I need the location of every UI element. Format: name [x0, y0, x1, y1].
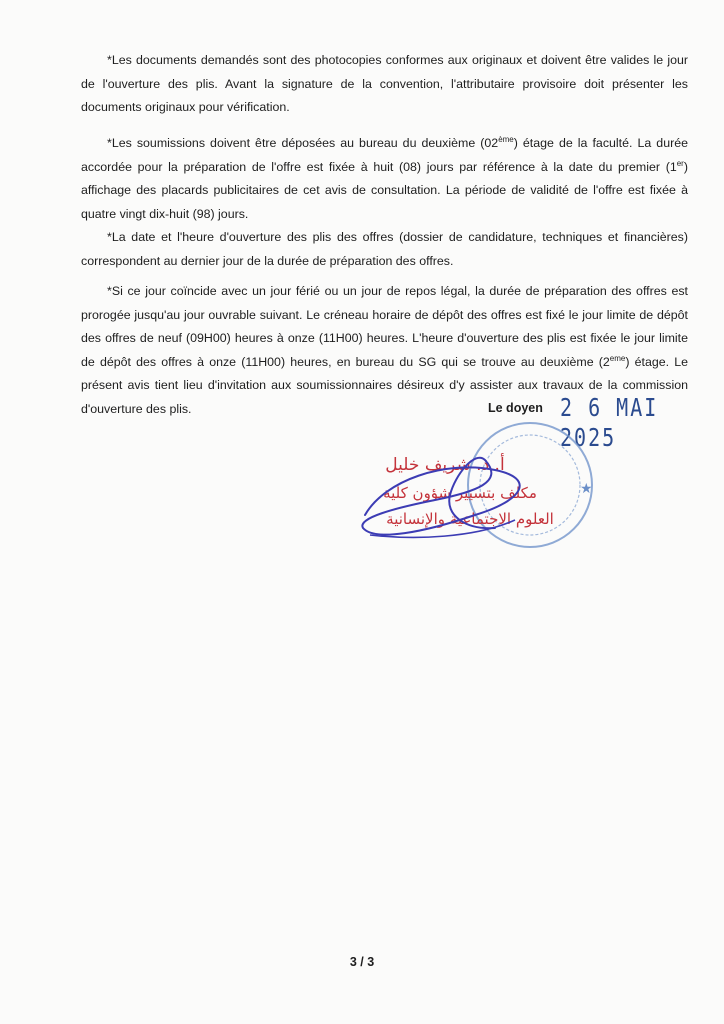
paragraph-submissions: *Les soumissions doivent être déposées au bureau du deuxième (02ème) étage de la faculté. La durée accordée pour la préparation de l'offre est fixée à huit (08) jours par référence à la date du premier (1er) affichage des placards publicitaires de cet avis de consultation. La période de validité de l'offre est fixée à quatre vingt dix-huit (98) jours.	[81, 135, 688, 221]
seal-text-line-2: مكلف بتسيير شؤون كلية	[383, 484, 537, 502]
signatory-title: Le doyen	[488, 401, 543, 415]
paragraph-documents: *Les documents demandés sont des photocopies conformes aux originaux et doivent être valides le jour de l'ouverture des plis. Avant la signature de la convention, l'attributaire provisoire doit présenter les documents originaux pour vérification.	[81, 53, 688, 114]
seal-text-line-3: العلوم الاجتماعية والإنسانية	[386, 510, 554, 528]
paragraph-holiday-rule: *Si ce jour coïncide avec un jour férié ou un jour de repos légal, la durée de préparation des offres est prorogée jusqu'au jour ouvrable suivant. Le créneau horaire de dépôt des offres est fixé le jour limite de dépôt des offres de neuf (09H00) heures à onze (11H00) heures. L'heure d'ouverture des plis est fixée le jour limite de dépôt des offres à onze (11H00) heures, en bureau du SG qui se trouve au deuxième (2eme) étage. Le présent avis tient lieu d'invitation aux soumissionnaires désireux d'y assister aux travaux de la commission d'ouverture des plis.	[81, 284, 688, 416]
paragraph-opening-date: *La date et l'heure d'ouverture des plis des offres (dossier de candidature, techniques et financières) correspondent au dernier jour de la durée de préparation des offres.	[81, 230, 688, 268]
date-stamp: 2 6 MAI 2025	[560, 392, 659, 452]
seal-star-icon: ★	[580, 481, 593, 497]
page-number: 3 / 3	[349, 955, 375, 969]
official-seal-and-signature	[355, 420, 605, 560]
seal-text-line-1: أ. د. شريف خليل	[385, 455, 505, 475]
